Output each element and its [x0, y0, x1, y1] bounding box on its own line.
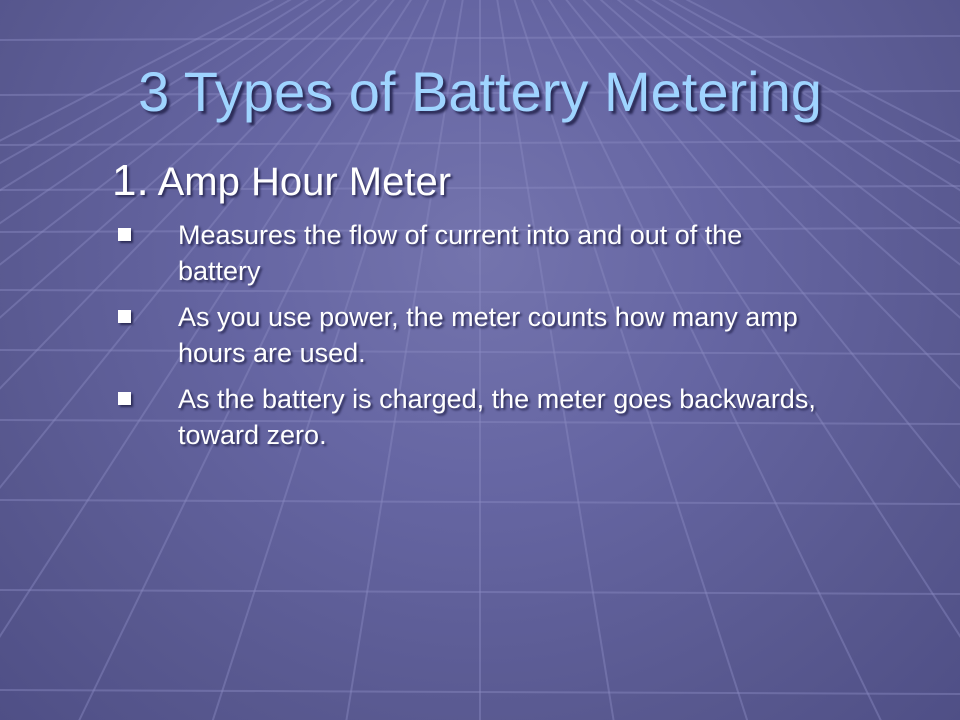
square-bullet-icon [118, 392, 131, 405]
bullet-text: As you use power, the meter counts how many amp hours are used. [178, 302, 798, 368]
section-number: 1. [112, 156, 149, 205]
bullet-list [112, 217, 832, 453]
square-bullet-icon [118, 310, 131, 323]
bullet-item [112, 217, 818, 289]
square-bullet-icon [118, 228, 131, 241]
section-heading [112, 152, 832, 211]
bullet-item [112, 381, 818, 453]
bullet-item [112, 299, 818, 371]
bullet-text: As the battery is charged, the meter goes backwards, toward zero. [178, 384, 816, 450]
section-heading-text: Amp Hour Meter [157, 160, 452, 204]
slide-title: 3 Types of Battery Metering [138, 60, 822, 123]
bullet-text: Measures the flow of current into and out of the battery [178, 220, 743, 286]
slide-content [112, 152, 832, 463]
